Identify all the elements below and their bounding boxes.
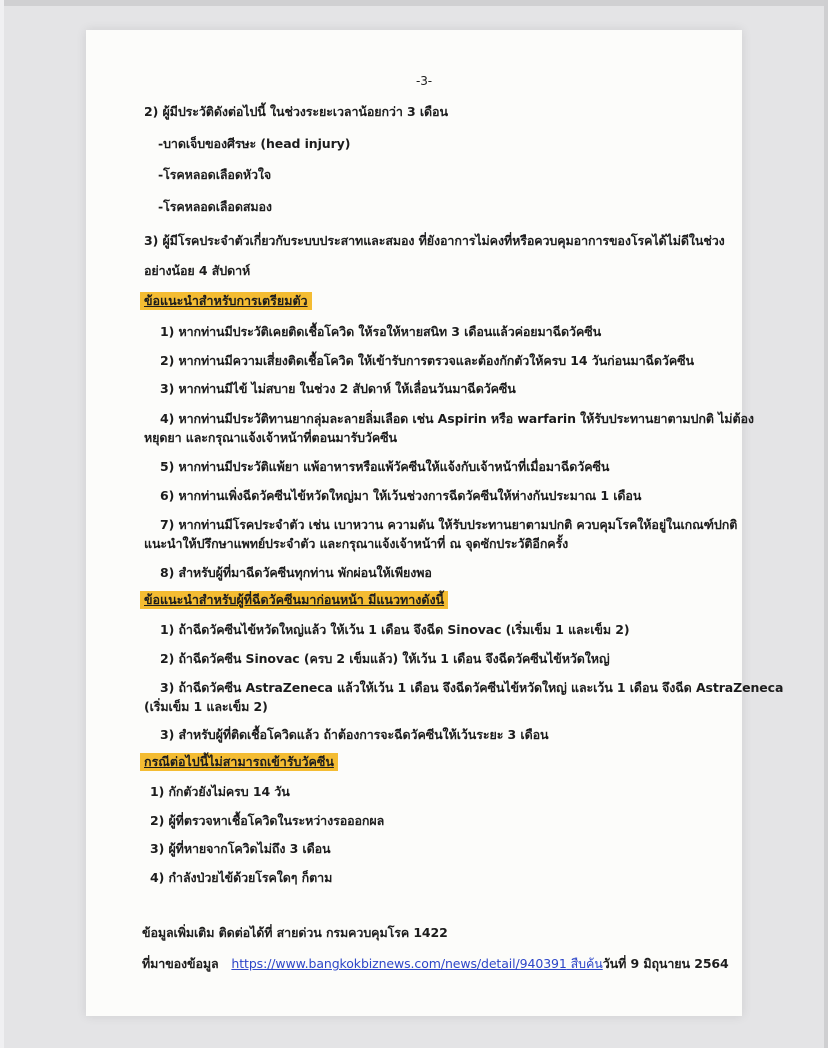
prior-heading: ข้อแนะนำสำหรับผู้ที่ฉีดวัคซีนมาก่อนหน้า มีแนวทางดังนี้ bbox=[140, 591, 448, 609]
source-link-suffix: สืบค้น bbox=[566, 956, 603, 971]
prep-item-7-line2: แนะนำให้ปรึกษาแพทย์ประจำตัว และกรุณาแจ้งเจ้าหน้าที่ ณ จุดซักประวัติอีกครั้ง bbox=[144, 536, 569, 551]
history-sub-2: -โรคหลอดเลือดหัวใจ bbox=[158, 167, 272, 182]
prior-item-1: 1) ถ้าฉีดวัคซีนไข้หวัดใหญ่แล้ว ให้เว้น 1 เดือน จึงฉีด Sinovac (เริ่มเข็ม 1 และเข็ม 2) bbox=[160, 622, 630, 637]
history-item-3-line2: อย่างน้อย 4 สัปดาห์ bbox=[144, 263, 251, 278]
window-top-edge bbox=[0, 0, 828, 6]
page-number: -3- bbox=[416, 74, 432, 88]
prep-item-4-line2: หยุดยา และกรุณาแจ้งเจ้าหน้าที่ตอนมารับวัคซีน bbox=[144, 430, 397, 445]
history-item-3-line1: 3) ผู้มีโรคประจำตัวเกี่ยวกับระบบประสาทและสมอง ที่ยังอาการไม่คงที่หรือควบคุมอาการของโรคได้ไม่ดีในช่วง bbox=[144, 233, 725, 248]
prior-item-3-line2: (เริ่มเข็ม 1 และเข็ม 2) bbox=[144, 699, 268, 714]
cannot-item-4: 4) กำลังป่วยไข้ด้วยโรคใดๆ ก็ตาม bbox=[150, 870, 333, 885]
prior-item-3-line1: 3) ถ้าฉีดวัคซีน AstraZeneca แล้วให้เว้น 1 เดือน จึงฉีดวัคซีนไข้หวัดใหญ่ และเว้น 1 เดือน จึงฉีด AstraZeneca bbox=[160, 680, 784, 695]
window-right-edge bbox=[824, 0, 828, 1048]
prep-item-7-line1: 7) หากท่านมีโรคประจำตัว เช่น เบาหวาน ความดัน ให้รับประทานยาตามปกติ ควบคุมโรคให้อยู่ในเกณฑ์ปกติ bbox=[160, 517, 738, 532]
source-url: https://www.bangkokbiznews.com/news/detail/940391 bbox=[231, 956, 567, 971]
history-sub-3: -โรคหลอดเลือดสมอง bbox=[158, 199, 272, 214]
prep-item-6: 6) หากท่านเพิ่งฉีดวัคซีนไข้หวัดใหญ่มา ให้เว้นช่วงการฉีดวัคซีนให้ห่างกันประมาณ 1 เดือน bbox=[160, 488, 642, 503]
cannot-heading: กรณีต่อไปนี้ไม่สามารถเข้ารับวัคซีน bbox=[140, 753, 338, 771]
prior-item-2: 2) ถ้าฉีดวัคซีน Sinovac (ครบ 2 เข็มแล้ว) ให้เว้น 1 เดือน จึงฉีดวัคซีนไข้หวัดใหญ่ bbox=[160, 651, 610, 666]
prep-heading: ข้อแนะนำสำหรับการเตรียมตัว bbox=[140, 292, 312, 310]
history-sub-1: -บาดเจ็บของศีรษะ (head injury) bbox=[158, 136, 351, 151]
prep-item-1: 1) หากท่านมีประวัติเคยติดเชื้อโควิด ให้รอให้หายสนิท 3 เดือนแล้วค่อยมาฉีดวัคซีน bbox=[160, 324, 602, 339]
prior-item-4: 3) สำหรับผู้ที่ติดเชื้อโควิดแล้ว ถ้าต้องการจะฉีดวัคซีนให้เว้นระยะ 3 เดือน bbox=[160, 727, 549, 742]
source-link[interactable] bbox=[231, 956, 602, 971]
prep-item-3: 3) หากท่านมีไข้ ไม่สบาย ในช่วง 2 สัปดาห์ ให้เลื่อนวันมาฉีดวัคซีน bbox=[160, 381, 516, 396]
prep-item-4-line1: 4) หากท่านมีประวัติทานยากลุ่มละลายลิ่มเลือด เช่น Aspirin หรือ warfarin ให้รับประทานยาตามปกติ ไม่ต้อง bbox=[160, 411, 754, 426]
prep-item-2: 2) หากท่านมีความเสี่ยงติดเชื้อโควิด ให้เข้ารับการตรวจและต้องกักตัวให้ครบ 14 วันก่อนมาฉีดวัคซีน bbox=[160, 353, 694, 368]
footer-source-date: วันที่ 9 มิถุนายน 2564 bbox=[602, 956, 729, 971]
footer-source-label: ที่มาของข้อมูล bbox=[142, 956, 219, 971]
cannot-item-2: 2) ผู้ที่ตรวจหาเชื้อโควิดในระหว่างรอออกผล bbox=[150, 813, 385, 828]
history-item-2: 2) ผู้มีประวัติดังต่อไปนี้ ในช่วงระยะเวลาน้อยกว่า 3 เดือน bbox=[144, 104, 448, 119]
footer-source bbox=[142, 956, 729, 972]
cannot-item-1: 1) กักตัวยังไม่ครบ 14 วัน bbox=[150, 784, 290, 799]
document-page bbox=[86, 30, 784, 1016]
footer-contact: ข้อมูลเพิ่มเติม ติดต่อได้ที่ สายด่วน กรมควบคุมโรค 1422 bbox=[142, 925, 448, 940]
cannot-item-3: 3) ผู้ที่หายจากโควิดไม่ถึง 3 เดือน bbox=[150, 841, 331, 856]
window-left-edge bbox=[0, 0, 4, 1048]
prep-item-8: 8) สำหรับผู้ที่มาฉีดวัคซีนทุกท่าน พักผ่อนให้เพียงพอ bbox=[160, 565, 432, 580]
prep-item-5: 5) หากท่านมีประวัติแพ้ยา แพ้อาหารหรือแพ้วัคซีนให้แจ้งกับเจ้าหน้าที่เมื่อมาฉีดวัคซีน bbox=[160, 459, 610, 474]
